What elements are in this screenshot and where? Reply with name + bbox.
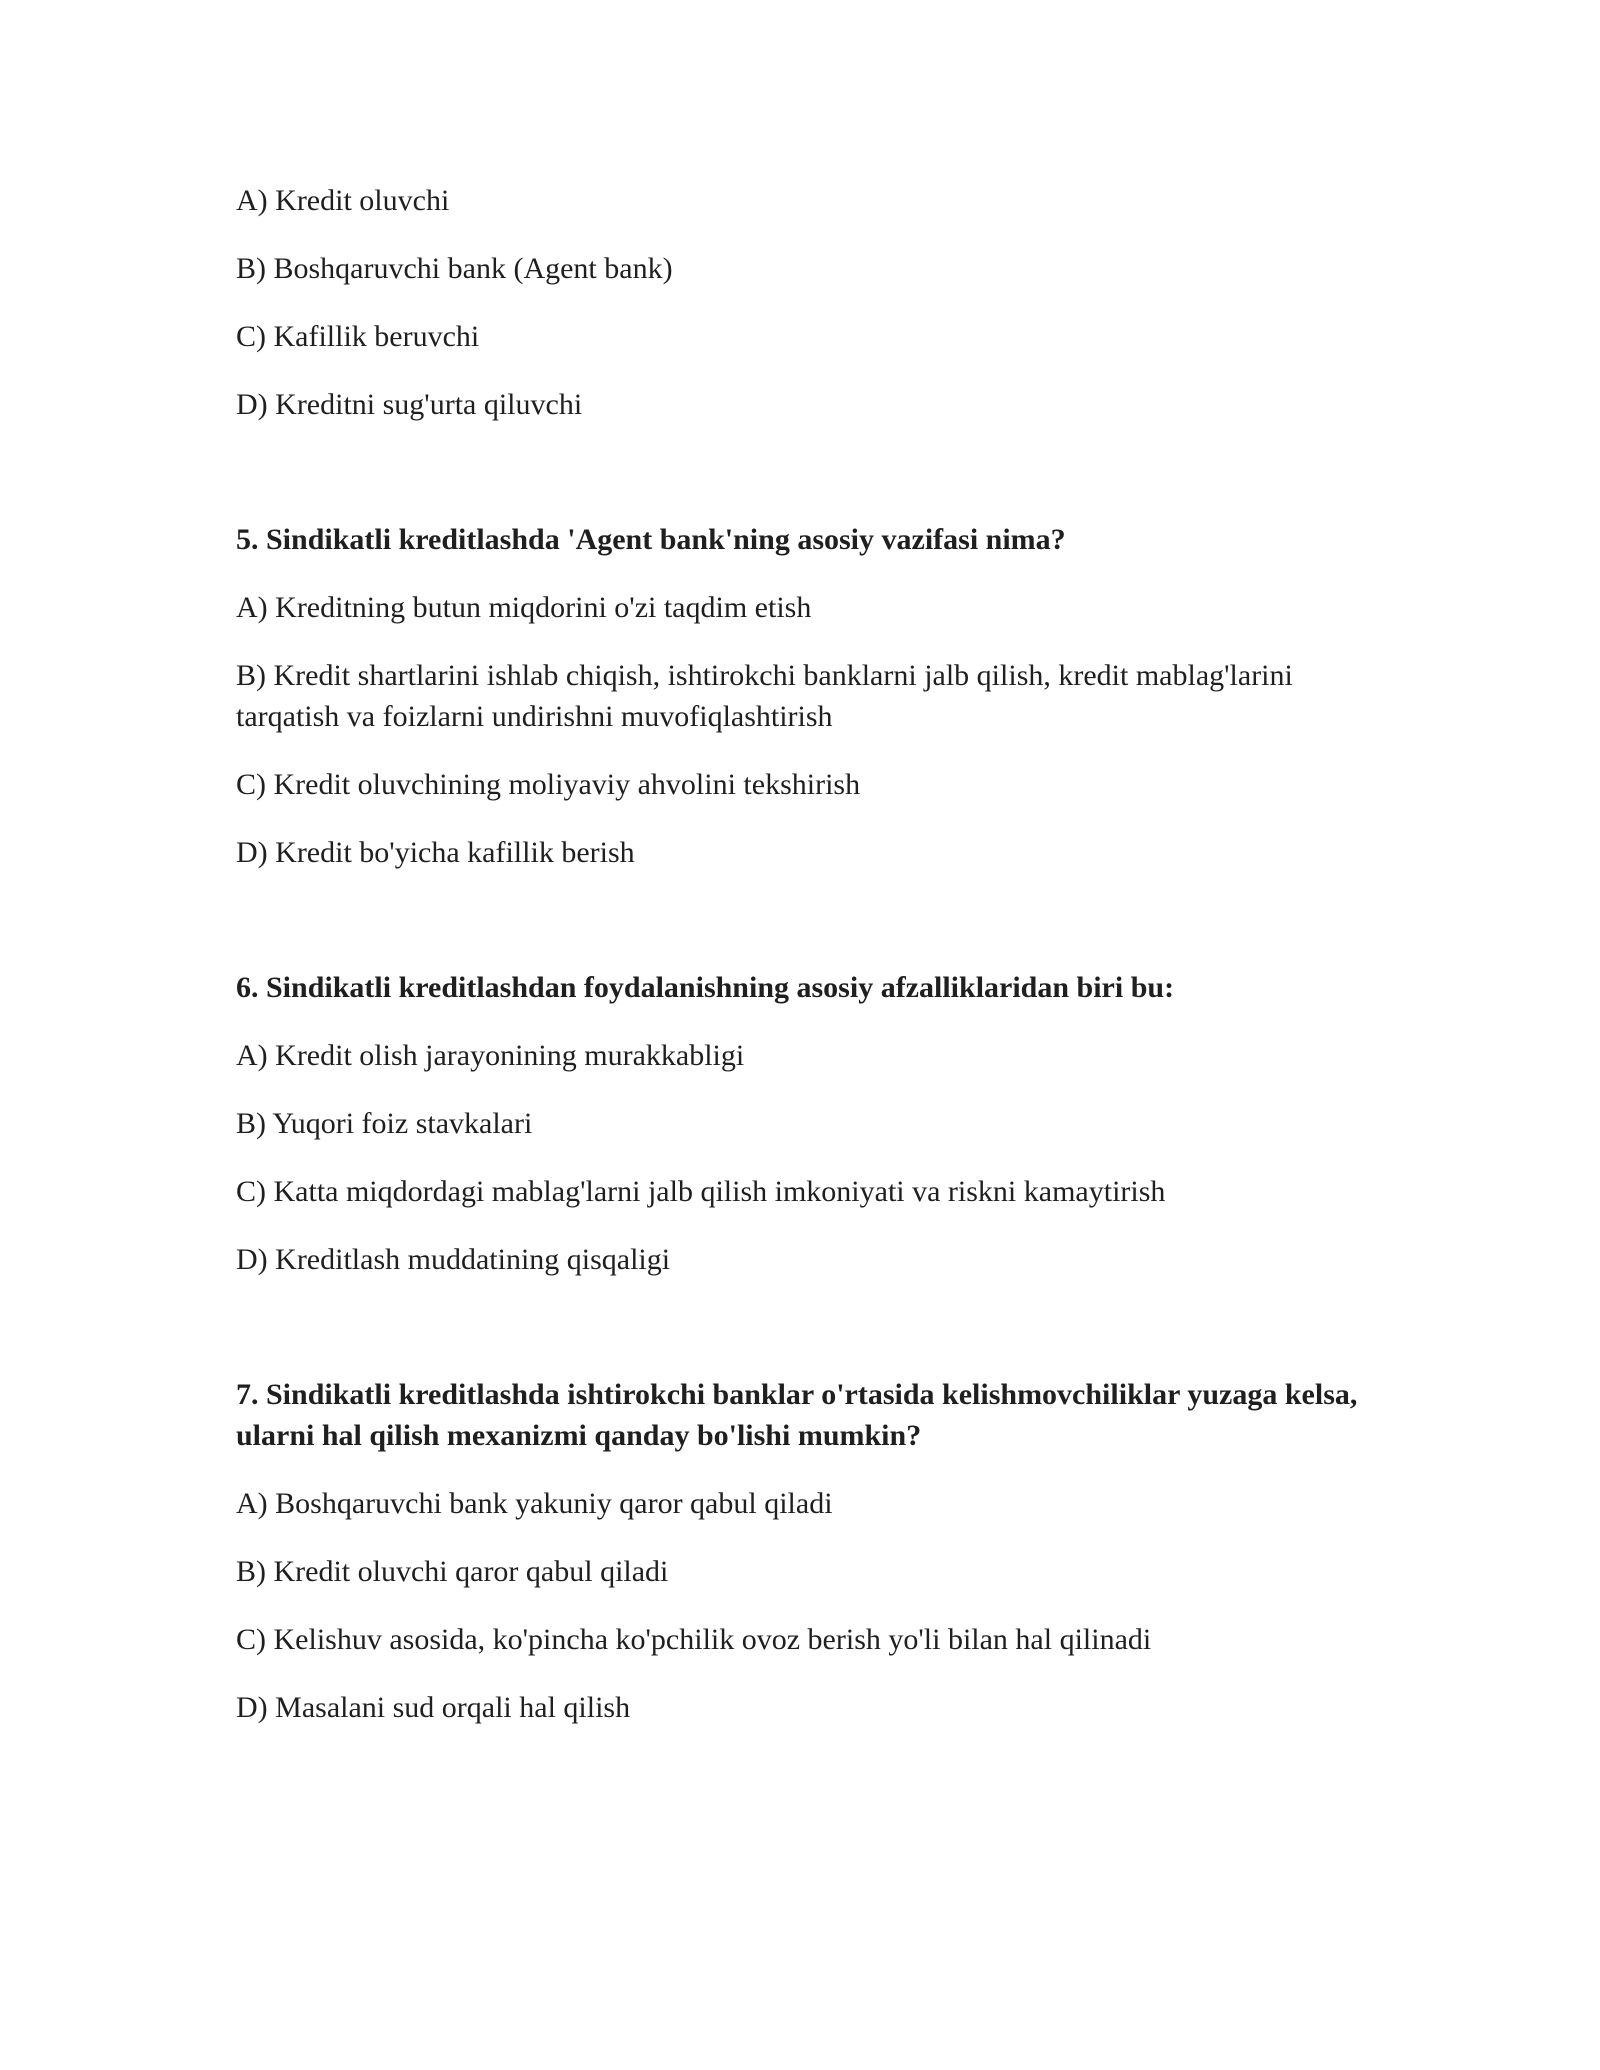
option-b: B) Boshqaruvchi bank (Agent bank) [236,252,673,285]
option-d: D) Masalani sud orqali hal qilish [236,1691,631,1724]
option-c: C) Katta miqdordagi mablag'larni jalb qilish imkoniyati va riskni kamaytirish [236,1175,1166,1208]
option-d: D) Kreditni sug'urta qiluvchi [236,388,583,421]
option-b: B) Yuqori foiz stavkalari [236,1107,533,1140]
question-block-6 [236,967,1366,1280]
option-a: A) Kredit olish jarayonining murakkabligi [236,1039,745,1072]
option-b: B) Kredit oluvchi qaror qabul qiladi [236,1555,669,1588]
option-a: A) Kreditning butun miqdorini o'zi taqdim etish [236,591,812,624]
question-text: 6. Sindikatli kreditlashdan foydalanishning asosiy afzalliklaridan biri bu: [236,971,1175,1004]
question-text: 5. Sindikatli kreditlashda 'Agent bank'ning asosiy vazifasi nima? [236,523,1066,556]
option-c: C) Kredit oluvchining moliyaviy ahvolini tekshirish [236,768,861,801]
option-a: A) Kredit oluvchi [236,184,450,217]
option-a: A) Boshqaruvchi bank yakuniy qaror qabul qiladi [236,1487,833,1520]
question-block-5 [236,519,1366,873]
question-text: 7. Sindikatli kreditlashda ishtirokchi banklar o'rtasida kelishmovchiliklar yuzaga kelsa, ularni hal qilish mexanizmi qanday bo'lishi mumkin? [236,1378,1358,1452]
quiz-content [236,180,1366,1822]
option-c: C) Kafillik beruvchi [236,320,480,353]
option-c: C) Kelishuv asosida, ko'pincha ko'pchilik ovoz berish yo'li bilan hal qilinadi [236,1623,1152,1656]
option-d: D) Kredit bo'yicha kafillik berish [236,836,635,869]
option-d: D) Kreditlash muddatining qisqaligi [236,1243,671,1276]
option-b: B) Kredit shartlarini ishlab chiqish, ishtirokchi banklarni jalb qilish, kredit mablag'larini tarqatish va foizlarni undirishni muvofiqlashtirish [236,659,1293,733]
question-block-7 [236,1374,1366,1728]
question-block-4-continued [236,180,1366,425]
